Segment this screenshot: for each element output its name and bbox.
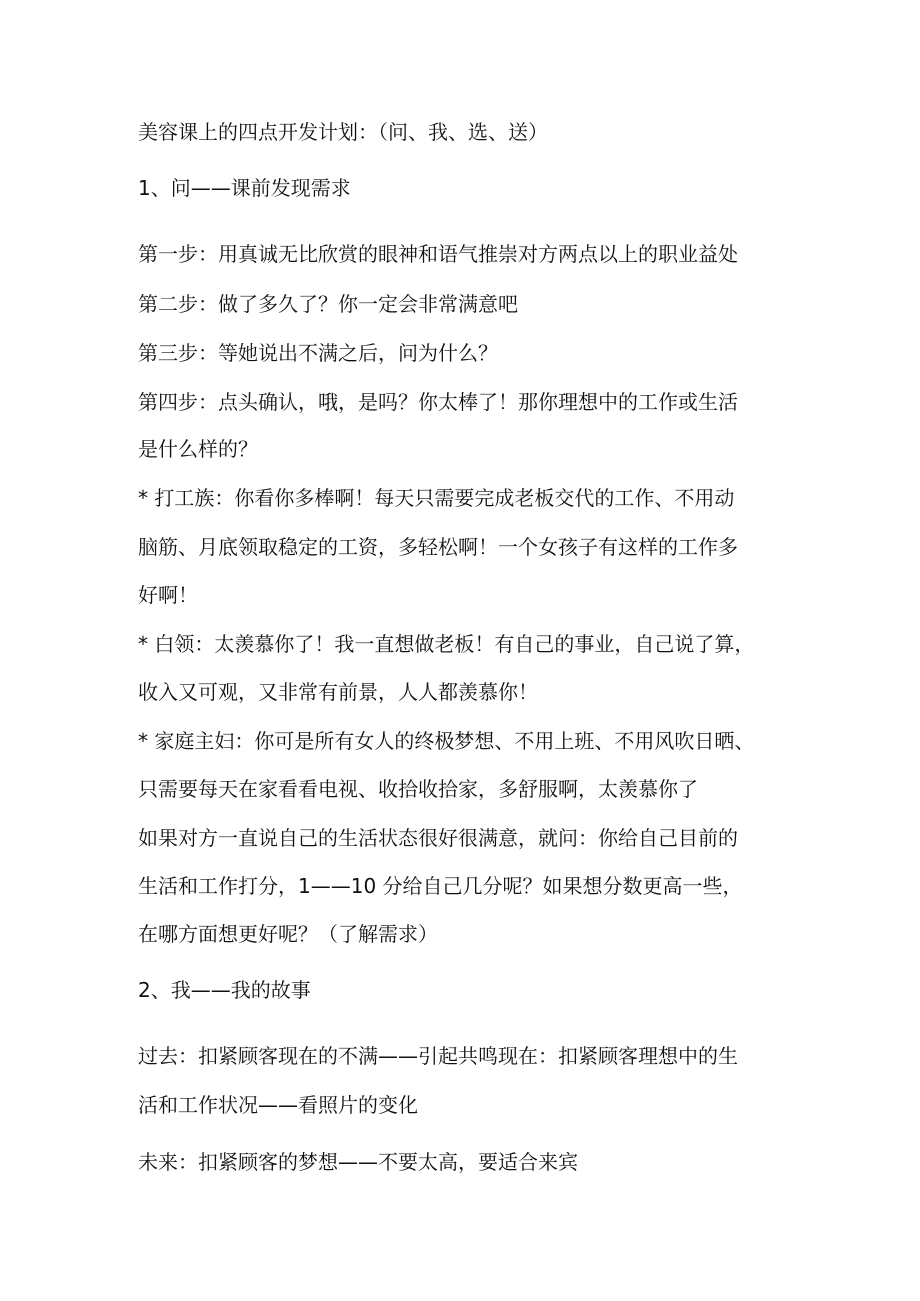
section-2-heading: 2、我——我的故事 — [138, 978, 311, 1002]
white-collar-text-line-2: 收入又可观，又非常有前景，人人都羡慕你！ — [138, 680, 538, 704]
worker-text-line-2: 脑筋、月底领取稳定的工资，多轻松啊！一个女孩子有这样的工作多 — [138, 535, 738, 559]
white-collar-text-line-1: * 白领：太羡慕你了！我一直想做老板！有自己的事业，自己说了算， — [138, 632, 755, 656]
worker-text-line-3: 好啊！ — [138, 583, 198, 607]
document-title: 美容课上的四点开发计划：（问、我、选、送） — [138, 120, 548, 144]
housewife-text-line-1: * 家庭主妇：你可是所有女人的终极梦想、不用上班、不用风吹日晒、 — [138, 729, 755, 753]
step-1-text: 第一步：用真诚无比欣赏的眼神和语气推崇对方两点以上的职业益处 — [138, 242, 738, 266]
past-text-line-2: 活和工作状况——看照片的变化 — [138, 1093, 418, 1117]
step-3-text: 第三步：等她说出不满之后，问为什么？ — [138, 341, 498, 365]
step-4-text-line-2: 是什么样的？ — [138, 437, 258, 461]
satisfied-text-line-2: 生活和工作打分，1——10 分给自己几分呢？如果想分数更高一些， — [138, 874, 743, 898]
step-2-text: 第二步：做了多久了？你一定会非常满意吧 — [138, 292, 518, 316]
past-text-line-1: 过去：扣紧顾客现在的不满——引起共鸣现在：扣紧顾客理想中的生 — [138, 1044, 738, 1068]
satisfied-text-line-3: 在哪方面想更好呢？（了解需求） — [138, 922, 438, 946]
step-4-text-line-1: 第四步：点头确认，哦，是吗？你太棒了！那你理想中的工作或生活 — [138, 390, 738, 414]
satisfied-text-line-1: 如果对方一直说自己的生活状态很好很满意，就问：你给自己目前的 — [138, 826, 738, 850]
future-text: 未来：扣紧顾客的梦想——不要太高，要适合来宾 — [138, 1150, 578, 1174]
worker-text-line-1: * 打工族：你看你多棒啊！每天只需要完成老板交代的工作、不用动 — [138, 486, 735, 510]
housewife-text-line-2: 只需要每天在家看看电视、收拾收拾家，多舒服啊，太羡慕你了 — [138, 777, 698, 801]
section-1-heading: 1、问——课前发现需求 — [138, 176, 351, 200]
